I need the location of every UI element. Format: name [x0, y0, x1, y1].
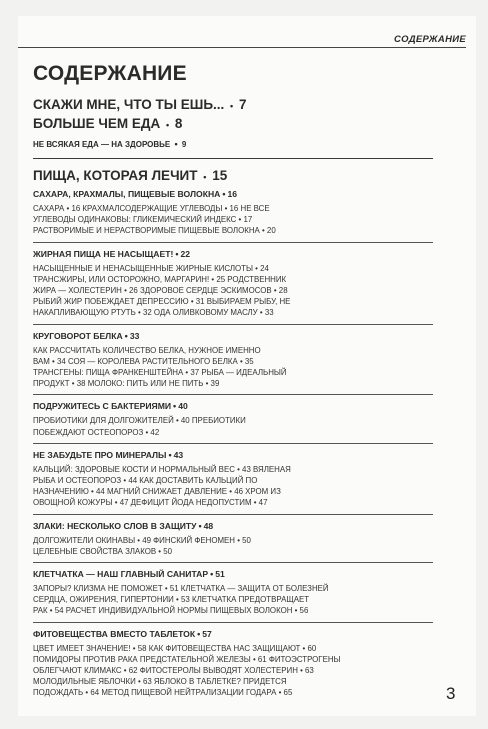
subitem-line[interactable]: ЖИРА — ХОЛЕСТЕРИН • 26 ЗДОРОВОЕ СЕРДЦЕ ЭСКИМОСОВ • 28 [33, 286, 288, 296]
chapter-page: 57 [202, 628, 212, 639]
chapter-entry[interactable] [33, 629, 433, 640]
chapter-divider [33, 242, 433, 243]
bullet-icon: • [230, 101, 234, 111]
subitem-line[interactable]: ТРАНСЖИРЫ, ИЛИ ОСТОРОЖНО, МАРГАРИН! • 25 РОДСТВЕННИК [33, 274, 287, 284]
bullet-icon: • [175, 248, 179, 259]
table-of-contents [33, 62, 433, 699]
bullet-icon: • [174, 139, 178, 149]
subitem-line[interactable]: ЦЕЛЕБНЫЕ СВОЙСТВА ЗЛАКОВ • 50 [33, 546, 173, 556]
toc-entry-label: СКАЖИ МНЕ, ЧТО ТЫ ЕШЬ... [33, 97, 225, 112]
subitem-line[interactable]: ПОМИДОРЫ ПРОТИВ РАКА ПРЕДСТАТЕЛЬНОЙ ЖЕЛЕЗЫ • 61 ФИТОЭСТРОГЕНЫ [33, 654, 341, 664]
chapter-divider [33, 394, 433, 395]
chapter-subitems [33, 345, 433, 390]
toc-entry-label: БОЛЬШЕ ЧЕМ ЕДА [33, 116, 161, 131]
subitem-line[interactable]: ПОДОЖДАТЬ • 64 МЕТОД ПИЩЕВОЙ НЕЙТРАЛИЗАЦИИ ГОДАРА • 65 [33, 688, 293, 698]
toc-entry-top[interactable] [33, 115, 433, 134]
subitem-line[interactable]: ОБЛЕГЧАЮТ КЛИМАКС • 62 ФИТОСТЕРОЛЫ ВЫВОДЯТ ХОЛЕСТЕРИН • 63 [33, 666, 314, 676]
subitem-line[interactable]: ВАМ • 34 СОЯ — КОРОЛЕВА РАСТИТЕЛЬНОГО БЕЛКА • 35 [33, 356, 254, 366]
toc-part[interactable] [33, 168, 433, 183]
subitem-line[interactable]: РЫБА И ОСТЕОПОРОЗ • 44 КАК ДОСТАВИТЬ КАЛЬЦИЙ ПО [33, 476, 258, 486]
subitem-line[interactable]: ОВОЩНОЙ КОЖУРЫ • 47 ДЕФИЦИТ ЙОДА НЕДОПУСТИМ • 47 [33, 498, 268, 508]
chapter-entry[interactable] [33, 401, 433, 412]
subitem-line[interactable]: НАСЫЩЕННЫЕ И НЕНАСЫЩЕННЫЕ ЖИРНЫЕ КИСЛОТЫ • 24 [33, 263, 269, 273]
chapter-label: НЕ ЗАБУДЬТЕ ПРО МИНЕРАЛЫ [33, 449, 167, 460]
chapter-divider [33, 514, 433, 515]
toc-part-label: ПИЩА, КОТОРАЯ ЛЕЧИТ [33, 168, 198, 183]
chapter-subitems [33, 583, 433, 617]
subitem-line[interactable]: СЕРДЦА, ОЖИРЕНИЯ, ГИПЕРТОНИИ • 53 КЛЕТЧАТКА ПРЕДОТВРАЩАЕТ [33, 595, 310, 605]
subitem-line[interactable]: НАКАПЛИВАЮЩУЮ РТУТЬ • 32 ОДА ОЛИВКОВОМУ МАСЛУ • 33 [33, 308, 274, 318]
chapter-page: 22 [180, 248, 191, 259]
subitem-line[interactable]: ЦВЕТ ИМЕЕТ ЗНАЧЕНИЕ! • 58 КАК ФИТОВЕЩЕСТВА НАС ЗАЩИЩАЮТ • 60 [33, 643, 317, 653]
subitem-line[interactable]: КАК РАССЧИТАТЬ КОЛИЧЕСТВО БЕЛКА, НУЖНОЕ ИМЕННО [33, 345, 261, 355]
chapter-entry[interactable] [33, 521, 433, 532]
chapter-entry[interactable] [33, 331, 433, 342]
chapter-page: 16 [227, 189, 238, 199]
chapter-page: 40 [178, 401, 188, 412]
chapter-entry[interactable] [33, 189, 433, 200]
chapter-divider [33, 324, 433, 325]
subitem-line[interactable]: ПРОБИОТИКИ ДЛЯ ДОЛГОЖИТЕЛЕЙ • 40 ПРЕБИОТИКИ [33, 416, 246, 426]
subitem-line[interactable]: ПОБЕЖДАЮТ ОСТЕОПОРОЗ • 42 [33, 427, 160, 437]
chapter-page: 33 [129, 330, 140, 341]
bullet-icon: • [124, 330, 128, 341]
chapter-page: 48 [203, 520, 214, 531]
chapter-entry[interactable] [33, 569, 433, 580]
chapter-subitems [33, 643, 433, 699]
chapter-subitems [33, 203, 433, 237]
bullet-icon: • [168, 449, 172, 460]
bullet-icon: • [173, 401, 177, 412]
chapter-subitems [33, 263, 433, 319]
toc-entry-page: 9 [181, 140, 187, 149]
chapter-label: ЖИРНАЯ ПИЩА НЕ НАСЫЩАЕТ! [33, 248, 174, 259]
chapter-subitems [33, 535, 433, 557]
chapter-label: ПОДРУЖИТЕСЬ С БАКТЕРИЯМИ [33, 401, 172, 412]
toc-entry-top[interactable] [33, 96, 433, 115]
section-divider [33, 158, 433, 159]
chapter-divider [33, 562, 433, 563]
page-number: 3 [446, 684, 456, 703]
subitem-line[interactable]: НАЗНАЧЕНИЮ • 44 МАГНИЙ СНИЖАЕТ ДАВЛЕНИЕ • 46 ХРОМ ИЗ [33, 487, 281, 497]
subitem-line[interactable]: УГЛЕВОДЫ ОДИНАКОВЫ: ГЛИКЕМИЧЕСКИЙ ИНДЕКС • 17 [33, 215, 253, 225]
chapter-divider [33, 443, 433, 444]
subitem-line[interactable]: ПРОДУКТ • 38 МОЛОКО: ПИТЬ ИЛИ НЕ ПИТЬ • 39 [33, 379, 220, 389]
chapter-page: 43 [173, 449, 184, 460]
toc-part-page: 15 [212, 168, 228, 183]
page-title: СОДЕРЖАНИЕ [33, 62, 187, 85]
subitem-line[interactable]: РАК • 54 РАСЧЕТ ИНДИВИДУАЛЬНОЙ НОРМЫ ПИЩЕВЫХ ВОЛОКОН • 56 [33, 606, 309, 616]
bullet-icon: • [203, 172, 207, 182]
chapter-label: ЗЛАКИ: НЕСКОЛЬКО СЛОВ В ЗАЩИТУ [33, 520, 197, 531]
subitem-line[interactable]: РАСТВОРИМЫЕ И НЕРАСТВОРИМЫЕ ПИЩЕВЫЕ ВОЛОКНА • 20 [33, 226, 276, 236]
toc-entry-page: 8 [174, 116, 183, 131]
chapter-label: КРУГОВОРОТ БЕЛКА [33, 330, 123, 341]
chapter-label: САХАРА, КРАХМАЛЫ, ПИЩЕВЫЕ ВОЛОКНА [33, 189, 221, 199]
bullet-icon: • [166, 120, 170, 130]
chapter-subitems [33, 464, 433, 509]
chapter-entry[interactable] [33, 450, 433, 461]
toc-entry-sub[interactable] [33, 138, 433, 151]
toc-entry-label: НЕ ВСЯКАЯ ЕДА — НА ЗДОРОВЬЕ [33, 140, 171, 149]
running-header: СОДЕРЖАНИЕ [18, 34, 466, 48]
bullet-icon: • [210, 569, 214, 580]
chapter-label: ФИТОВЕЩЕСТВА ВМЕСТО ТАБЛЕТОК [33, 628, 196, 639]
bullet-icon: • [222, 189, 226, 199]
bullet-icon: • [198, 520, 202, 531]
chapter-subitems [33, 415, 433, 437]
subitem-line[interactable]: РЫБИЙ ЖИР ПОБЕЖДАЕТ ДЕПРЕССИЮ • 31 ВЫБИРАЕМ РЫБУ, НЕ [33, 297, 291, 307]
chapter-page: 51 [215, 569, 225, 580]
subitem-line[interactable]: МОЛОДИЛЬНЫЕ ЯБЛОЧКИ • 63 ЯБЛОКО В ТАБЛЕТКЕ? ПРИДЕТСЯ [33, 677, 287, 687]
chapter-entry[interactable] [33, 249, 433, 260]
subitem-line[interactable]: ТРАНСГЕНЫ: ПИЩА ФРАНКЕНШТЕЙНА • 37 РЫБА — ИДЕАЛЬНЫЙ [33, 368, 287, 378]
toc-entry-page: 7 [238, 97, 247, 112]
subitem-line[interactable]: САХАРА • 16 КРАХМАЛСОДЕРЖАЩИЕ УГЛЕВОДЫ • 16 НЕ ВСЕ [33, 204, 270, 213]
chapter-divider [33, 622, 433, 623]
subitem-line[interactable]: ЗАПОРЫ? КЛИЗМА НЕ ПОМОЖЕТ • 51 КЛЕТЧАТКА — ЗАЩИТА ОТ БОЛЕЗНЕЙ [33, 584, 329, 594]
subitem-line[interactable]: ДОЛГОЖИТЕЛИ ОКИНАВЫ • 49 ФИНСКИЙ ФЕНОМЕН • 50 [33, 535, 251, 545]
subitem-line[interactable]: КАЛЬЦИЙ: ЗДОРОВЫЕ КОСТИ И НОРМАЛЬНЫЙ ВЕС • 43 ВЯЛЕНАЯ [33, 464, 291, 474]
chapter-list [33, 189, 433, 699]
bullet-icon: • [197, 628, 201, 639]
chapter-label: КЛЕТЧАТКА — НАШ ГЛАВНЫЙ САНИТАР [33, 569, 209, 580]
